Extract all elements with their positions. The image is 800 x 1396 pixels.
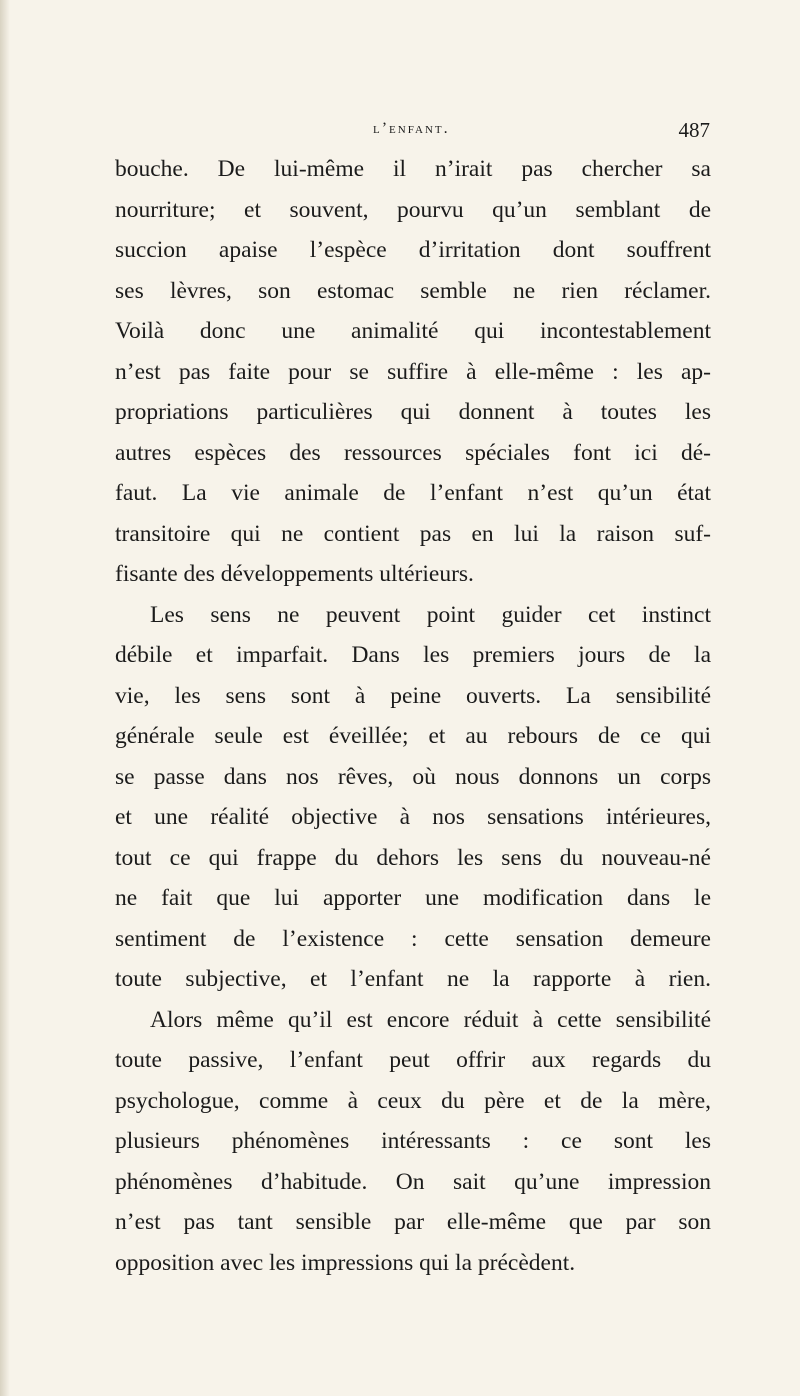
text-line: transitoire qui ne contient pas en lui la raison suf- bbox=[115, 520, 711, 547]
text-line: n’est pas faite pour se suffire à elle-même : les ap- bbox=[115, 358, 711, 385]
text-line: autres espèces des ressources spéciales font ici dé- bbox=[115, 439, 711, 466]
page-edge-shadow bbox=[0, 0, 10, 1396]
text-line: ne fait que lui apporter une modification dans le bbox=[115, 885, 711, 911]
text-line: psychologue, comme à ceux du père et de la mère, bbox=[115, 1087, 711, 1114]
page-header bbox=[115, 118, 710, 148]
text-line: générale seule est éveillée; et au rebours de ce qui bbox=[115, 723, 711, 749]
text-line: bouche. De lui-même il n’irait pas chercher sa bbox=[115, 156, 711, 182]
text-line: toute subjective, et l’enfant ne la rapporte à rien. bbox=[115, 966, 711, 992]
text-line: faut. La vie animale de l’enfant n’est qu’un état bbox=[115, 480, 711, 506]
text-line: n’est pas tant sensible par elle-même que par son bbox=[115, 1209, 711, 1235]
paragraph-first-line: Alors même qu’il est encore réduit à cette sensibilité bbox=[150, 1006, 711, 1033]
page-number: 487 bbox=[678, 118, 710, 142]
text-line: Voilà donc une animalité qui incontestablement bbox=[115, 318, 711, 344]
text-line: nourriture; et souvent, pourvu qu’un semblant de bbox=[115, 196, 711, 223]
text-line: ses lèvres, son estomac semble ne rien réclamer. bbox=[115, 277, 711, 304]
body-text bbox=[115, 149, 711, 1283]
paragraph-first-line: Les sens ne peuvent point guider cet instinct bbox=[150, 601, 711, 628]
text-line: débile et imparfait. Dans les premiers jours de la bbox=[115, 642, 711, 668]
text-line: toute passive, l’enfant peut offrir aux regards du bbox=[115, 1047, 711, 1073]
text-line: phénomènes d’habitude. On sait qu’une impression bbox=[115, 1168, 711, 1195]
text-line: vie, les sens sont à peine ouverts. La sensibilité bbox=[115, 682, 711, 709]
paragraph-last-line: fisante des développements ultérieurs. bbox=[115, 561, 474, 587]
text-line: succion apaise l’espèce d’irritation dont souffrent bbox=[115, 237, 711, 263]
running-head: l’enfant. bbox=[373, 120, 450, 137]
text-line: propriations particulières qui donnent à toutes les bbox=[115, 399, 711, 425]
text-line: sentiment de l’existence : cette sensation demeure bbox=[115, 925, 711, 952]
text-line: se passe dans nos rêves, où nous donnons un corps bbox=[115, 763, 711, 790]
text-line: tout ce qui frappe du dehors les sens du nouveau-né bbox=[115, 844, 711, 871]
text-line: opposition avec les impressions qui la précèdent. bbox=[115, 1249, 576, 1276]
text-line: et une réalité objective à nos sensations intérieures, bbox=[115, 804, 711, 830]
text-line: plusieurs phénomènes intéressants : ce sont les bbox=[115, 1128, 711, 1154]
